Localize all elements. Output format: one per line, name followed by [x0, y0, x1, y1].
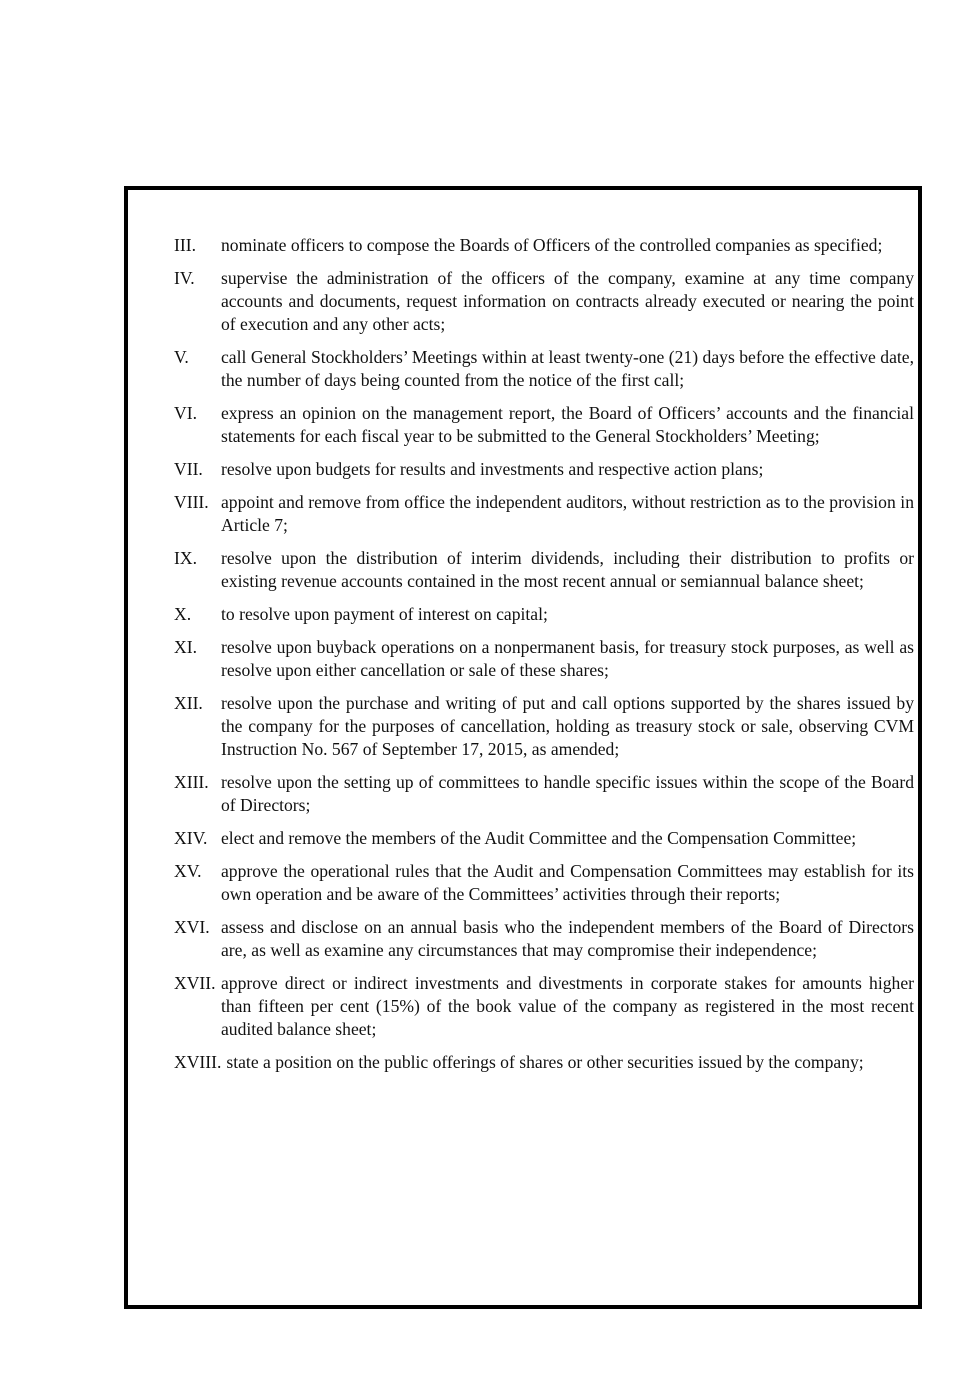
item-number: X. — [174, 604, 192, 624]
item-text: to resolve upon payment of interest on capital; — [221, 604, 548, 624]
list-item-xv — [174, 860, 914, 906]
list-item-vi — [174, 402, 914, 448]
item-text: assess and disclose on an annual basis who the independent members of the Board of Directors are, as well as examine any circumstances that may compromise their independence; — [221, 917, 914, 960]
item-number: III. — [174, 235, 196, 255]
list-item-x — [174, 603, 914, 626]
item-text: approve direct or indirect investments and divestments in corporate stakes for amounts higher than fifteen per cent (15%) of the book value of the company as registered in the most recent audited balance sheet; — [221, 973, 914, 1039]
item-text: call General Stockholders’ Meetings within at least twenty-one (21) days before the effective date, the number of days being counted from the notice of the first call; — [221, 347, 914, 390]
item-number: XIV. — [174, 828, 208, 848]
item-number: IX. — [174, 548, 197, 568]
item-text: resolve upon budgets for results and investments and respective action plans; — [221, 459, 764, 479]
item-text: supervise the administration of the officers of the company, examine at any time company accounts and documents, request information on contracts already executed or nearing the point of execution and any other acts; — [221, 268, 914, 334]
item-text: resolve upon the setting up of committees to handle specific issues within the scope of the Board of Directors; — [221, 772, 914, 815]
item-number: XV. — [174, 861, 202, 881]
list-item-xiv — [174, 827, 914, 850]
item-number: V. — [174, 347, 189, 367]
list-item-v — [174, 346, 914, 392]
item-text: elect and remove the members of the Audit Committee and the Compensation Committee; — [221, 828, 857, 848]
item-text: resolve upon the purchase and writing of put and call options supported by the shares issued by the company for the purposes of cancellation, holding as treasury stock or sale, observing CVM Instruction No. 567 of September 17, 2015, as amended; — [221, 693, 914, 759]
item-text: approve the operational rules that the Audit and Compensation Committees may establish for its own operation and be aware of the Committees’ activities through their reports; — [221, 861, 914, 904]
list-item-viii — [174, 491, 914, 537]
item-number: XII. — [174, 693, 203, 713]
item-number: VII. — [174, 459, 203, 479]
item-text: nominate officers to compose the Boards of Officers of the controlled companies as specified; — [221, 235, 883, 255]
list-item-xii — [174, 692, 914, 761]
item-number: VIII. — [174, 492, 209, 512]
item-number: XIII. — [174, 772, 209, 792]
item-number: XI. — [174, 637, 197, 657]
item-text: express an opinion on the management report, the Board of Officers’ accounts and the financial statements for each fiscal year to be submitted to the General Stockholders’ Meeting; — [221, 403, 914, 446]
item-text: resolve upon the distribution of interim dividends, including their distribution to profits or existing revenue accounts contained in the most recent annual or semiannual balance sheet; — [221, 548, 914, 591]
document-content — [174, 234, 914, 1084]
list-item-xvii — [174, 972, 914, 1041]
list-item-xi — [174, 636, 914, 682]
item-text: appoint and remove from office the independent auditors, without restriction as to the provision in Article 7; — [221, 492, 914, 535]
item-number: VI. — [174, 403, 197, 423]
list-item-iii — [174, 234, 914, 257]
list-item-iv — [174, 267, 914, 336]
item-number: XVIII. — [174, 1052, 222, 1072]
list-item-ix — [174, 547, 914, 593]
item-text: state a position on the public offerings of shares or other securities issued by the company; — [226, 1052, 864, 1072]
list-item-xiii — [174, 771, 914, 817]
item-number: IV. — [174, 268, 195, 288]
list-item-vii — [174, 458, 914, 481]
item-number: XVI. — [174, 917, 210, 937]
item-text: resolve upon buyback operations on a nonpermanent basis, for treasury stock purposes, as well as resolve upon either cancellation or sale of these shares; — [221, 637, 914, 680]
document-frame — [124, 186, 922, 1309]
item-number: XVII. — [174, 973, 216, 993]
list-item-xvi — [174, 916, 914, 962]
list-item-xviii — [174, 1051, 914, 1074]
